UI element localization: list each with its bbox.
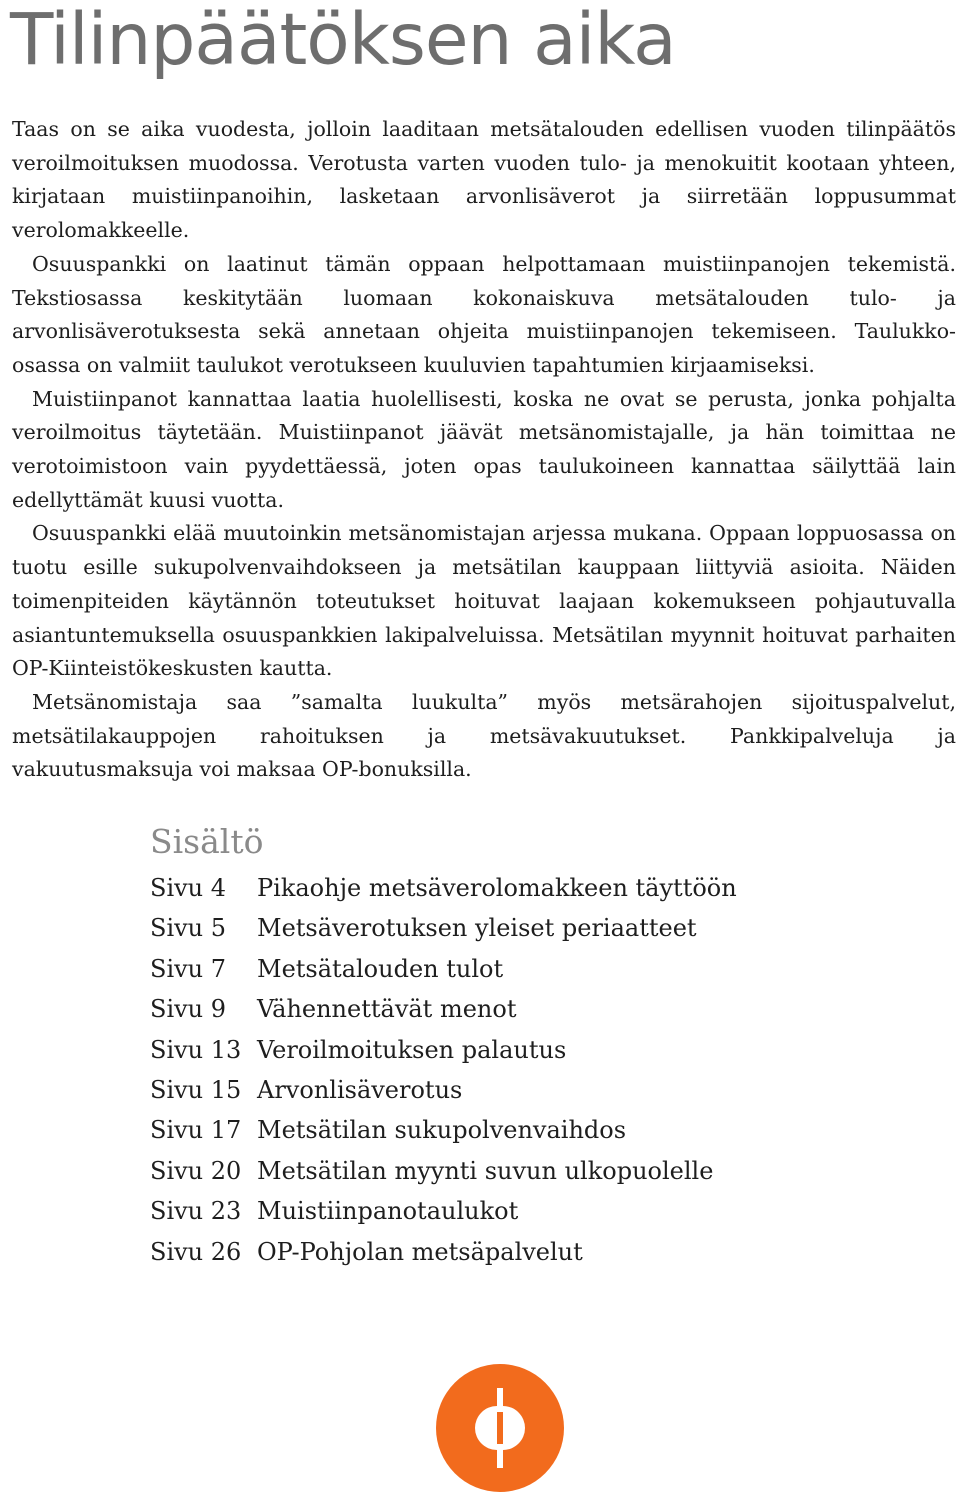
intro-text	[12, 113, 956, 787]
toc-item	[150, 949, 737, 989]
toc-page: Sivu 23	[150, 1197, 242, 1226]
toc-page: Sivu 15	[150, 1075, 242, 1104]
toc-label: Vähennettävät menot	[257, 995, 517, 1024]
toc-page: Sivu 4	[150, 874, 227, 902]
paragraph: Muistiinpanot kannattaa laatia huolellisesti, koska ne ovat se perusta, jonka pohjalta veroilmoitus täytetään. Muistiinpanot jäävät metsänomistajalle, ja hän toimittaa ne verotoimistoon vain pyydettäessä, joten opas taulukoineen kannattaa säilyttää lain edellyttämät kuusi vuotta.	[12, 386, 956, 512]
toc-item	[150, 1070, 737, 1110]
toc-label: Metsätilan sukupolvenvaihdos	[257, 1116, 627, 1145]
paragraph: Taas on se aika vuodesta, jolloin laaditaan metsätalouden edellisen vuoden tilinpäätös veroilmoituksen muodossa. Verotusta varten vuoden tulo- ja menokuitit kootaan yhteen, kirjataan muistiinpanoihin, lasketaan arvonlisäverot ja siirretään loppusummat verolomakkeelle.	[12, 117, 956, 243]
toc-label: Muistiinpanotaulukot	[257, 1197, 519, 1226]
toc-item	[150, 1151, 737, 1191]
paragraph: Osuuspankki on laatinut tämän oppaan helpottamaan muistiinpanojen tekemistä. Tekstiosassa keskitytään luomaan kokonaiskuva metsätalouden tulo- ja arvonlisäverotuksesta sekä annetaan ohjeita muistiinpanojen tekemiseen. Taulukko-osassa on valmiit taulukot verotukseen kuuluvien tapahtumien kirjaamiseksi.	[12, 251, 956, 377]
toc-item	[150, 1110, 737, 1150]
toc-item	[150, 989, 737, 1029]
toc-heading: Sisältö	[150, 822, 264, 861]
toc-label: Pikaohje metsäverolomakkeen täyttöön	[257, 874, 737, 902]
page-title: Tilinpäätöksen aika	[10, 0, 676, 81]
toc-item	[150, 868, 737, 908]
toc-label: Veroilmoituksen palautus	[257, 1035, 567, 1064]
toc-page: Sivu 5	[150, 914, 227, 943]
paragraph: Metsänomistaja saa ”samalta luukulta” myös metsärahojen sijoituspalvelut, metsätilakauppojen rahoituksen ja metsävakuutukset. Pankkipalveluja ja vakuutusmaksuja voi maksaa OP-bonuksilla.	[12, 689, 956, 782]
toc-item	[150, 1030, 737, 1070]
toc-item	[150, 1191, 737, 1231]
table-of-contents	[150, 868, 737, 1272]
toc-page: Sivu 20	[150, 1156, 242, 1185]
toc-page: Sivu 7	[150, 954, 227, 983]
toc-page: Sivu 9	[150, 995, 227, 1024]
toc-label: OP-Pohjolan metsäpalvelut	[257, 1237, 583, 1266]
toc-item	[150, 908, 737, 948]
toc-label: Metsätalouden tulot	[257, 954, 504, 983]
toc-page: Sivu 17	[150, 1116, 242, 1145]
toc-label: Metsätilan myynti suvun ulkopuolelle	[257, 1156, 714, 1185]
toc-page: Sivu 26	[150, 1237, 242, 1266]
paragraph: Osuuspankki elää muutoinkin metsänomistajan arjessa mukana. Oppaan loppuosassa on tuotu esille sukupolvenvaihdokseen ja metsätilan kauppaan liittyviä asioita. Näiden toimenpiteiden käytännön toteutukset hoituvat laajaan kokemukseen pohjautuvalla asiantuntemuksella osuuspankkien lakipalveluissa. Metsätilan myynnit hoituvat parhaiten OP-Kiinteistökeskusten kautta.	[12, 521, 956, 681]
toc-item	[150, 1232, 737, 1272]
toc-page: Sivu 13	[150, 1035, 242, 1064]
toc-label: Metsäverotuksen yleiset periaatteet	[257, 914, 697, 943]
toc-label: Arvonlisäverotus	[257, 1075, 463, 1104]
op-logo-icon	[436, 1364, 564, 1492]
